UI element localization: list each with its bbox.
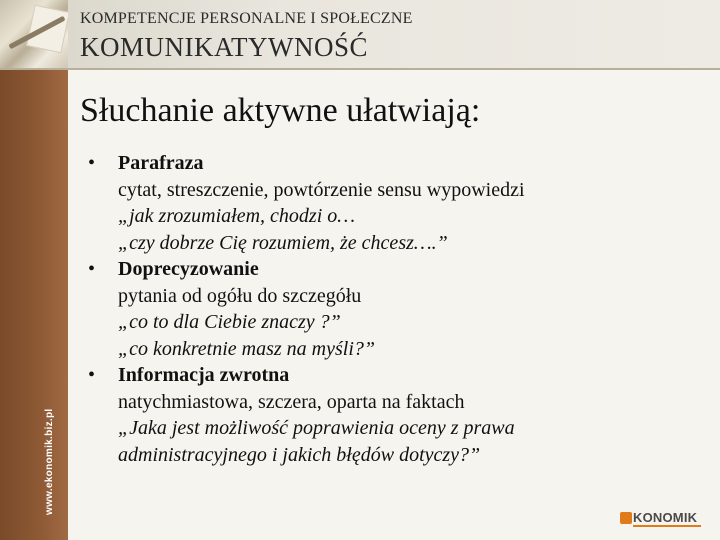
bullet-subline-quote: „jak zrozumiałem, chodzi o…: [118, 205, 356, 227]
bullet-subline-quote: administracyjnego i jakich błędów dotyczy?”: [118, 443, 481, 466]
bullet-icon: •: [88, 364, 96, 386]
bullet-subline: natychmiastowa, szczera, oparta na faktach: [118, 390, 465, 413]
bullet-heading: Doprecyzowanie: [118, 258, 259, 280]
header-divider: [0, 68, 720, 70]
logo-e-mark-icon: [620, 512, 632, 524]
header-kicker: KOMPETENCJE PERSONALNE I SPOŁECZNE: [80, 10, 413, 27]
bullet-heading: Informacja zwrotna: [118, 364, 290, 386]
section-title: KOMUNIKATYWNOŚĆ: [80, 32, 368, 62]
bullet-subline: pytania od ogółu do szczegółu: [118, 284, 362, 307]
left-sidebar: [0, 70, 68, 540]
bullet-item-informacja-zwrotna: [88, 362, 628, 389]
bullet-item-doprecyzowanie: [88, 256, 628, 283]
header-photo-image: [0, 0, 68, 68]
slide-title: Słuchanie aktywne ułatwiają:: [80, 92, 481, 129]
bullet-subline: cytat, streszczenie, powtórzenie sensu wypowiedzi: [118, 178, 525, 201]
logo-underline: [633, 525, 701, 527]
bullet-subline-quote: „czy dobrze Cię rozumiem, że chcesz….”: [118, 231, 448, 254]
bullet-subline-quote: „Jaka jest możliwość poprawienia oceny z prawa: [118, 417, 515, 439]
bullet-heading: Parafraza: [118, 152, 204, 174]
bullet-item-parafraza: [88, 150, 628, 177]
bullet-list: [88, 150, 628, 468]
bullet-subline-quote: „co to dla Ciebie znaczy ?”: [118, 311, 341, 333]
ekonomik-logo: [620, 502, 704, 532]
vertical-url-text: www.ekonomik.biz.pl: [44, 408, 55, 515]
logo-wordmark: KONOMIK: [633, 510, 698, 525]
bullet-icon: •: [88, 152, 96, 174]
bullet-icon: •: [88, 258, 96, 280]
bullet-subline-quote: „co konkretnie masz na myśli?”: [118, 337, 376, 360]
